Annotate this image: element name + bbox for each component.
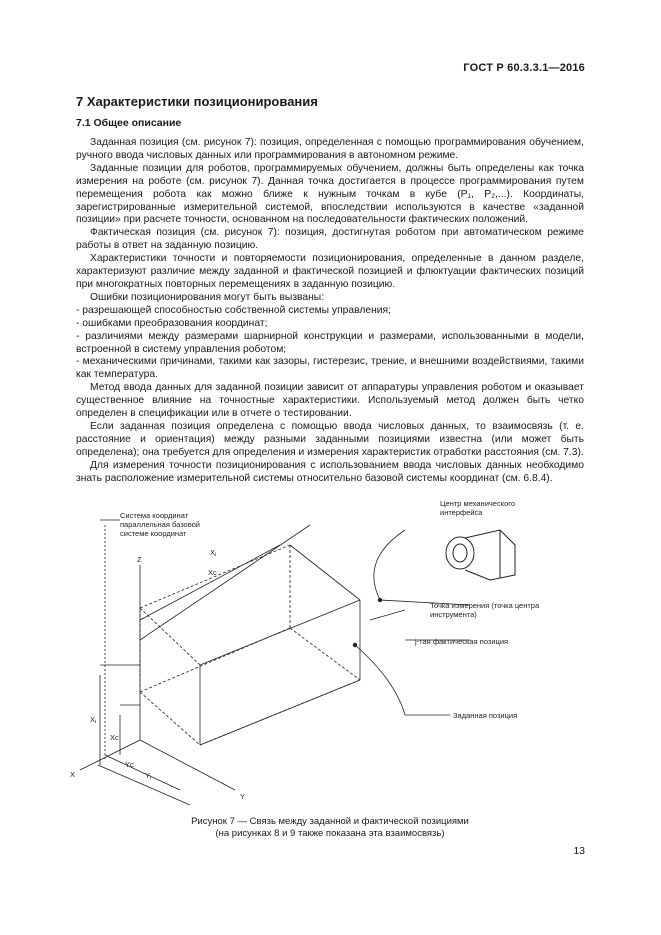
section-title: 7 Характеристики позиционирования xyxy=(76,94,318,109)
list-item: - механическими причинами, такими как зазоры, гистерезис, трение, и внешними воздействиями, такими как температура. xyxy=(76,356,584,381)
xc-left-label: Xc xyxy=(110,733,119,742)
axes xyxy=(80,565,235,790)
actual-position-marker xyxy=(353,643,357,647)
paragraph: Характеристики точности и повторяемости позиционирования, определенные в данном разделе, характеризуют различие между заданной и фактической позицией и флюктуации фактических позиций при многократных повторных перемещениях в заданную позицию. xyxy=(76,253,584,290)
coord-system-label: Система координат параллельная базовой системе координат xyxy=(120,511,200,538)
page-number: 13 xyxy=(573,845,585,857)
paragraph: Заданные позиции для роботов, программируемых обучением, должны быть определены как точка измерения на роботе (см. рисунок 7). Данная точка достигается в процессе программирования путем перемещения робота как можно ближе к нужным точкам в кубе (P₁, P₂,...). Координаты, зарегистрированные измерительной системой, впоследствии используются в качестве «заданной позиции» при расчете точности, основанном на последовательности фактических положений. xyxy=(76,162,584,226)
measure-point-label: Точка измерения (точка центра инструмента) xyxy=(430,601,540,619)
xj-top-label: Xⱼ xyxy=(210,548,217,557)
list-item: - разрешающей способностью собственной системы управления; xyxy=(76,304,391,316)
yc-label: Yc xyxy=(125,760,134,769)
figure-diagram xyxy=(60,500,600,820)
subsection-title: 7.1 Общее описание xyxy=(76,117,182,129)
body-text xyxy=(76,137,584,485)
figure-7 xyxy=(60,500,600,820)
list-item: - различиями между размерами шарнирной конструкции и размерами, использованными в модели, встроенной в систему управления роботом; xyxy=(76,330,584,355)
document-code: ГОСТ Р 60.3.3.1—2016 xyxy=(463,62,585,74)
axis-z-label: Z xyxy=(137,555,142,564)
caption-line-2: (на рисунках 8 и 9 также показана эта взаимосвязь) xyxy=(215,828,445,839)
actual-position-label: j-тая фактическая позиция xyxy=(415,637,509,646)
yj-label: Yⱼ xyxy=(145,771,152,780)
xc-top-label: Xc xyxy=(208,568,217,577)
tool-icon xyxy=(446,530,515,580)
paragraph: Метод ввода данных для заданной позиции зависит от аппаратуры управления роботом и оказывает существенное влияние на точностные характеристики. Используемый метод должен быть четко определен в спецификации или в отчете о тестировании. xyxy=(76,382,584,420)
paragraph: Для измерения точности позиционирования с использованием ввода числовых данных необходимо знать расположение измерительной системы относительно базовой системы координат (см. 6.8.4). xyxy=(76,459,584,484)
paragraph: Если заданная позиция определена с помощью ввода числовых данных, то взаимосвязь (т. е. расстояние и ориентация) между разными заданными позициями известна (или может быть определена); она требуется для определения и измерения характеристик отработки расстояния (см. 7.3). xyxy=(76,420,584,458)
command-position-label: Заданная позиция xyxy=(453,711,518,720)
figure-caption xyxy=(160,816,500,840)
paragraph: Фактическая позиция (см. рисунок 7): позиция, достигнутая роботом при автоматическом режиме работы в ответ на заданную позицию. xyxy=(76,227,584,252)
paragraph: Ошибки позиционирования могут быть вызваны: xyxy=(90,291,325,303)
center-label: Центр механического интерфейса xyxy=(440,500,515,517)
axis-y-label: Y xyxy=(240,792,246,801)
xj-left-label: Xⱼ xyxy=(90,715,97,724)
paragraph: Заданная позиция (см. рисунок 7): позиция, определенная с помощью программирования обучением, ручного ввода числовых данных или программирования в автономном режиме. xyxy=(76,137,584,161)
caption-line-1: Рисунок 7 — Связь между заданной и фактической позициями xyxy=(191,816,469,827)
axis-x-label: X xyxy=(70,770,76,779)
list-item: - ошибками преобразования координат; xyxy=(76,317,268,329)
measure-point-marker xyxy=(378,598,382,602)
